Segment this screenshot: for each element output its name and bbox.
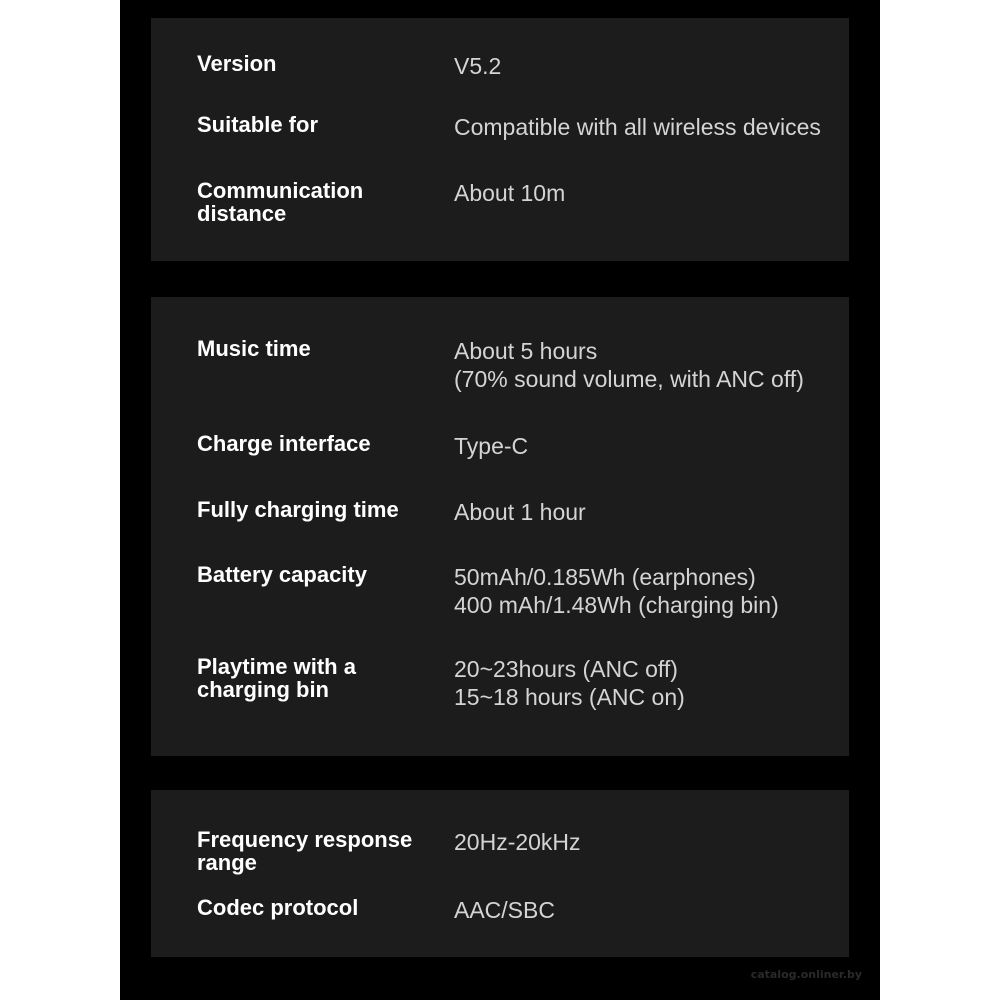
spec-value-line: V5.2	[454, 53, 502, 79]
spec-value-line: 400 mAh/1.48Wh (charging bin)	[454, 592, 779, 618]
spec-row-suitable-for	[197, 113, 849, 141]
spec-label: Battery capacity	[197, 562, 367, 587]
spec-row-battery-capacity	[197, 563, 849, 619]
spec-row-version	[197, 52, 849, 80]
spec-value	[454, 896, 555, 924]
spec-value-line: Type-C	[454, 433, 529, 459]
spec-label: Fully charging time	[197, 497, 399, 522]
spec-label: Codec protocol	[197, 895, 359, 920]
spec-value	[454, 337, 804, 393]
spec-value-line: 20Hz-20kHz	[454, 829, 581, 855]
spec-panel-audio	[151, 790, 849, 957]
spec-value-line: Compatible with all wireless devices	[454, 114, 821, 140]
spec-row-communication-distance	[197, 179, 849, 225]
spec-label: Charge interface	[197, 431, 371, 456]
spec-value	[454, 432, 528, 460]
spec-label: Communication distance	[197, 178, 364, 226]
spec-label: Frequency response range	[197, 827, 413, 875]
spec-value	[454, 179, 565, 225]
spec-sheet	[120, 0, 880, 1000]
spec-label: Version	[197, 51, 277, 76]
spec-value	[454, 498, 586, 526]
spec-row-codec-protocol	[197, 896, 849, 924]
spec-value	[454, 563, 779, 619]
spec-row-music-time	[197, 337, 849, 393]
spec-label: Music time	[197, 336, 311, 361]
spec-panel-battery	[151, 297, 849, 756]
spec-value	[454, 828, 581, 874]
spec-value	[454, 113, 821, 141]
spec-value-line: 50mAh/0.185Wh (earphones)	[454, 564, 756, 590]
spec-row-playtime-with-charging-bin	[197, 655, 849, 711]
spec-value-line: About 1 hour	[454, 499, 586, 525]
spec-value-line: About 10m	[454, 180, 566, 206]
spec-label: Playtime with a charging bin	[197, 654, 356, 702]
spec-panel-connectivity	[151, 18, 849, 261]
spec-value-line: (70% sound volume, with ANC off)	[454, 366, 804, 392]
spec-row-frequency-response	[197, 828, 849, 874]
spec-value-line: About 5 hours	[454, 338, 598, 364]
spec-label: Suitable for	[197, 112, 319, 137]
spec-value-line: 20~23hours (ANC off)	[454, 656, 678, 682]
spec-value	[454, 655, 685, 711]
spec-value-line: AAC/SBC	[454, 897, 555, 923]
spec-value-line: 15~18 hours (ANC on)	[454, 684, 685, 710]
spec-row-charge-interface	[197, 432, 849, 460]
spec-value	[454, 52, 501, 80]
watermark: catalog.onliner.by	[750, 968, 862, 981]
spec-row-fully-charging-time	[197, 498, 849, 526]
